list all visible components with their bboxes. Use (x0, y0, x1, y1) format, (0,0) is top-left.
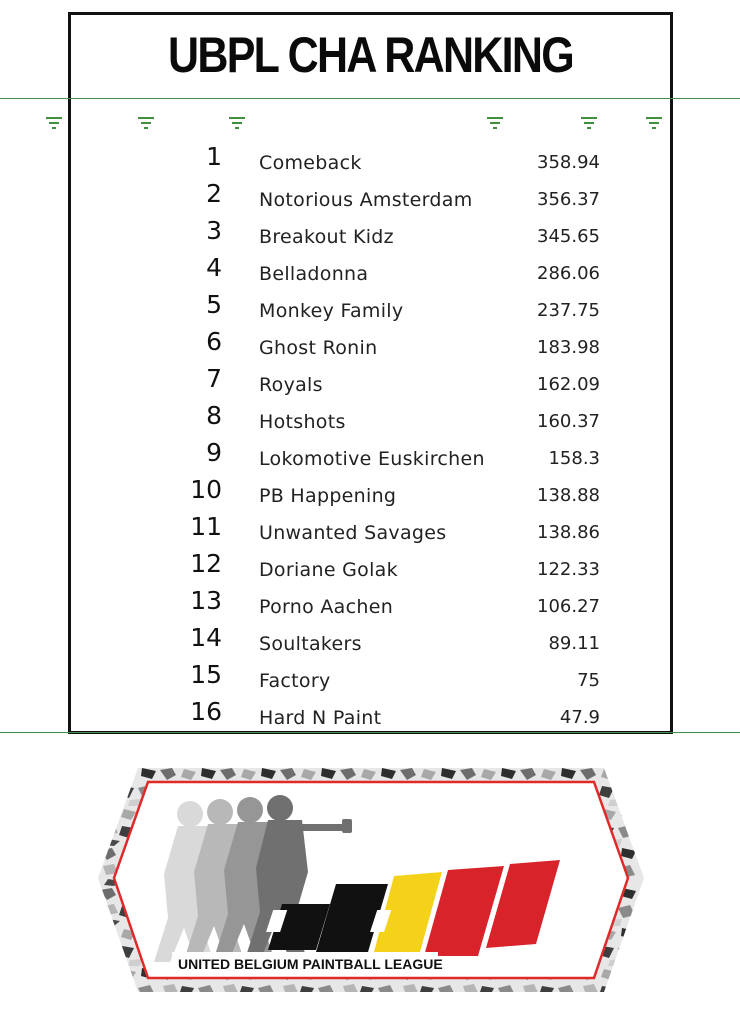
ubpl-logo (98, 766, 644, 994)
team-cell: Royals (259, 374, 323, 396)
rank-cell: 6 (206, 327, 222, 356)
rank-cell: 15 (190, 660, 222, 689)
table-row (72, 438, 670, 475)
team-cell: Hard N Paint (259, 707, 382, 729)
points-cell: 75 (577, 670, 600, 691)
rank-cell: 14 (190, 623, 222, 652)
filter-icon[interactable] (646, 116, 662, 130)
table-row (72, 179, 670, 216)
rank-cell: 16 (190, 697, 222, 726)
rank-cell: 1 (206, 142, 222, 171)
team-cell: Breakout Kidz (259, 226, 394, 248)
points-cell: 138.86 (537, 522, 600, 543)
rank-cell: 10 (190, 475, 222, 504)
rank-cell: 12 (190, 549, 222, 578)
table-row (72, 512, 670, 549)
points-cell: 237.75 (537, 300, 600, 321)
rank-cell: 5 (206, 290, 222, 319)
team-cell: Unwanted Savages (259, 522, 447, 544)
team-cell: Lokomotive Euskirchen (259, 448, 485, 470)
rank-cell: 13 (190, 586, 222, 615)
table-row (72, 697, 670, 734)
points-cell: 160.37 (537, 411, 600, 432)
table-row (72, 290, 670, 327)
team-cell: Belladonna (259, 263, 369, 285)
points-cell: 122.33 (537, 559, 600, 580)
table-row (72, 549, 670, 586)
table-row (72, 253, 670, 290)
points-cell: 345.65 (537, 226, 600, 247)
team-cell: Porno Aachen (259, 596, 394, 618)
points-cell: 358.94 (537, 152, 600, 173)
points-cell: 162.09 (537, 374, 600, 395)
filter-icon[interactable] (229, 116, 245, 130)
header-gridline (0, 98, 740, 99)
points-cell: 356.37 (537, 189, 600, 210)
table-row (72, 660, 670, 697)
table-row (72, 475, 670, 512)
team-cell: Soultakers (259, 633, 362, 655)
team-cell: PB Happening (259, 485, 397, 507)
table-row (72, 142, 670, 179)
table-row (72, 401, 670, 438)
table-row (72, 216, 670, 253)
points-cell: 89.11 (548, 633, 600, 654)
team-cell: Doriane Golak (259, 559, 398, 581)
filter-icon[interactable] (138, 116, 154, 130)
points-cell: 183.98 (537, 337, 600, 358)
points-cell: 47.9 (559, 707, 600, 728)
team-cell: Comeback (259, 152, 362, 174)
rank-cell: 3 (206, 216, 222, 245)
filter-icon[interactable] (487, 116, 503, 130)
team-cell: Factory (259, 670, 331, 692)
page-title: UBPL CHA RANKING (168, 27, 573, 83)
points-cell: 286.06 (537, 263, 600, 284)
table-row (72, 586, 670, 623)
rank-cell: 2 (206, 179, 222, 208)
points-cell: 106.27 (537, 596, 600, 617)
team-cell: Hotshots (259, 411, 346, 433)
points-cell: 158.3 (548, 448, 600, 469)
filter-icon[interactable] (46, 116, 62, 130)
rank-cell: 8 (206, 401, 222, 430)
team-cell: Monkey Family (259, 300, 404, 322)
team-cell: Ghost Ronin (259, 337, 378, 359)
points-cell: 138.88 (537, 485, 600, 506)
rank-cell: 4 (206, 253, 222, 282)
team-cell: Notorious Amsterdam (259, 189, 473, 211)
rank-cell: 11 (190, 512, 222, 541)
ranking-table (72, 142, 670, 734)
rank-cell: 9 (206, 438, 222, 467)
table-row (72, 623, 670, 660)
rank-cell: 7 (206, 364, 222, 393)
logo-tagline: UNITED BELGIUM PAINTBALL LEAGUE (178, 956, 443, 972)
table-row (72, 327, 670, 364)
filter-icon[interactable] (581, 116, 597, 130)
table-row (72, 364, 670, 401)
